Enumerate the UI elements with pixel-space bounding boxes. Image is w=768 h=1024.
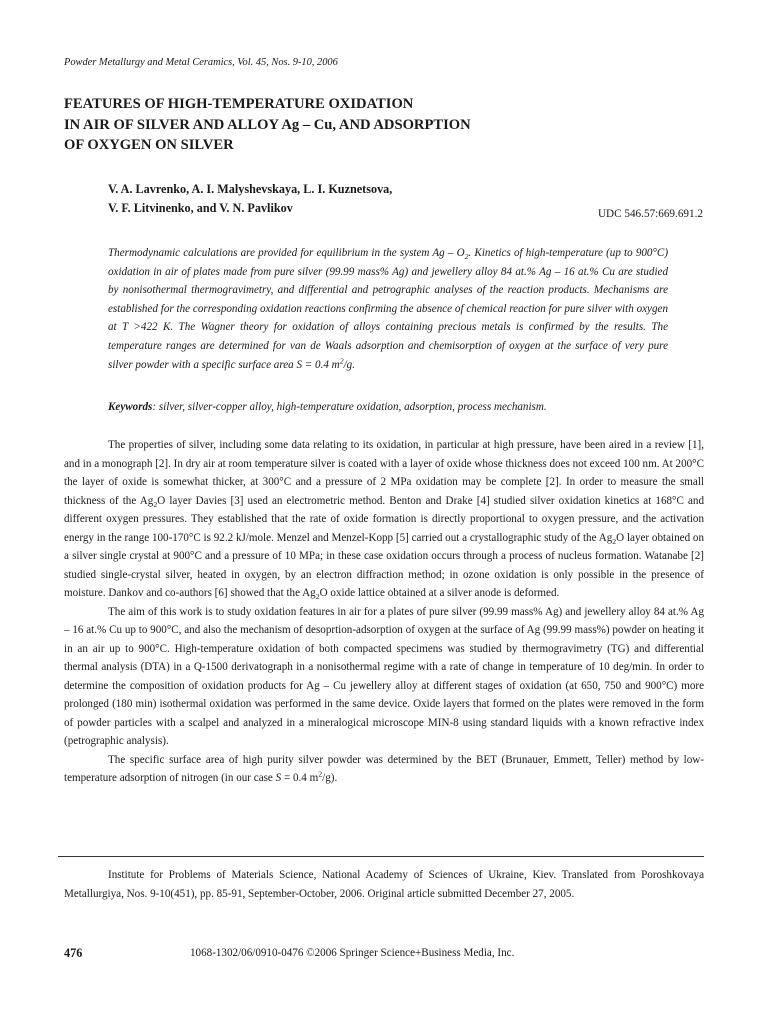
copyright-line: 1068-1302/06/0910-0476 ©2006 Springer Science+Business Media, Inc. — [190, 947, 515, 959]
body-paragraph: The aim of this work is to study oxidation features in air for a plates of pure silver (99.99 mass% Ag) and jewellery alloy 84 at.% Ag – 16 at.% Cu up to 900°C, and also the mechanism of desoprtion-adsorption of oxygen at the surface of Ag (99.99 mass%) powder on heating it in an air up to 900°C. High-temperature oxidation of both compacted specimens was studied by thermogravimetry (TG) and differential thermal analysis (DTA) in a Q-1500 derivatograph in a nonisothermal regime with a rate of change in temperature of 10 deg/min. In order to determine the composition of oxidation products for Ag – Cu jewellery alloy at different stages of oxidation (at 650, 750 and 900°C) more prolonged (180 min) isothermal oxidation was performed in the same device. Oxide layers that formed on the plates were removed in the form of powder particles with a scalpel and analyzed in a mineralogical microscope MIN-8 using standard liquids with a known refractive index (petrographic analysis). — [64, 605, 704, 747]
paragraph-text: O layer Davies [3] used an electrometric method. Benton and Drake [4] studied silver oxidation kinetics at 168°C and different oxygen pressures. They established that the rate of oxide formation is directly proportional to oxygen pressure, and the activation energy in the range 100-170°C is 92.2 kJ/mole. Menzel and Menzel-Kopp [5] carried out a crystallographic study of the Ag — [64, 494, 704, 544]
superscript: 2 — [318, 769, 323, 779]
author-line: V. A. Lavrenko, A. I. Malyshevskaya, L. I. Kuznetsova, — [108, 182, 393, 196]
author-line: V. F. Litvinenko, and V. N. Pavlikov — [108, 201, 293, 215]
page-number: 476 — [64, 946, 83, 960]
abstract-text: /g. — [343, 358, 355, 371]
paragraph-text: The specific surface area of high purity silver powder was determined by the BET (Brunauer, Emmett, Teller) method by low-temperature adsorption of nitrogen (in our case — [64, 753, 704, 784]
body-paragraph — [64, 436, 704, 603]
article-body — [64, 436, 704, 788]
paragraph-text: O layer obtained on a silver single crystal at 900°C and a pressure of 10 MPa; in these case oxidation occurs through a process of nucleus formation. Watanabe [2] studied single-crystal silver, heated in oxygen, by an electron diffraction method; in ozone oxidation is only possible in the presence of moisture. Dankov and co-authors [6] showed that the Ag — [64, 531, 704, 599]
author-list — [108, 180, 392, 218]
superscript: 2 — [339, 355, 344, 365]
paragraph-text: O oxide lattice obtained at a silver anode is deformed. — [319, 587, 560, 599]
abstract-text: Thermodynamic calculations are provided for equilibrium in the system Ag – O — [108, 247, 465, 259]
subscript: 2 — [153, 499, 158, 509]
article-title — [64, 94, 704, 156]
title-line: FEATURES OF HIGH-TEMPERATURE OXIDATION — [64, 96, 414, 112]
subscript: 2 — [612, 536, 617, 546]
abstract — [108, 244, 668, 374]
abstract-text: . Kinetics of high-temperature (up to 900°C) oxidation in air of plates made from pure silver (99.99 mass% Ag) and jewellery alloy 84 at.% Ag – 16 at.% Cu are studied by nonisothermal thermogravimetry, and differential and petrographic analyses of the reaction products. Mechanisms are established for the corresponding oxidation reactions confirming the absence of chemical reaction for pure silver with oxygen at T >422 K. The Wagner theory for oxidation of alloys containing precious metals is confirmed by the results. The temperature ranges are determined for van de Waals adsorption and chemisorption of oxygen at the surface of very pure silver powder with a specific surface area S = 0.4 m — [108, 247, 669, 371]
symbol-s: S — [275, 772, 282, 784]
paragraph-text: /g). — [322, 772, 338, 784]
keywords — [108, 398, 668, 416]
body-paragraph — [64, 751, 704, 788]
footnote-divider — [58, 856, 704, 857]
keywords-text: : silver, silver-copper alloy, high-temperature oxidation, adsorption, process mechanism. — [152, 401, 547, 413]
journal-header: Powder Metallurgy and Metal Ceramics, Vol. 45, Nos. 9-10, 2006 — [64, 57, 338, 68]
subscript: 2 — [315, 592, 320, 602]
paragraph-text: = 0.4 m — [281, 772, 319, 784]
affiliation-footnote: Institute for Problems of Materials Science, National Academy of Sciences of Ukraine, Kiev. Translated from Poroshkovaya Metallurgiya, Nos. 9-10(451), pp. 85-91, September-October, 2006. Original article submitted December 27, 2005. — [64, 869, 704, 900]
udc-code: UDC 546.57:669.691.2 — [597, 208, 703, 220]
subscript: 2 — [464, 252, 469, 262]
title-line: IN AIR OF SILVER AND ALLOY Ag – Cu, AND ADSORPTION — [64, 116, 471, 133]
keywords-label: Keywords — [108, 401, 153, 413]
title-line: OF OXYGEN ON SILVER — [64, 137, 234, 153]
paragraph-text: The properties of silver, including some data relating to its oxidation, in particular at high pressure, have been aired in a review [1], and in a monograph [2]. In dry air at room temperature silver is coated with a layer of oxide whose thickness does not exceed 100 nm. At 200°C the layer of oxide is somewhat thicker, at 300°C and a pressure of 2 MPa oxidation may be complete [2]. In order to measure the small thickness of the Ag — [64, 439, 704, 507]
